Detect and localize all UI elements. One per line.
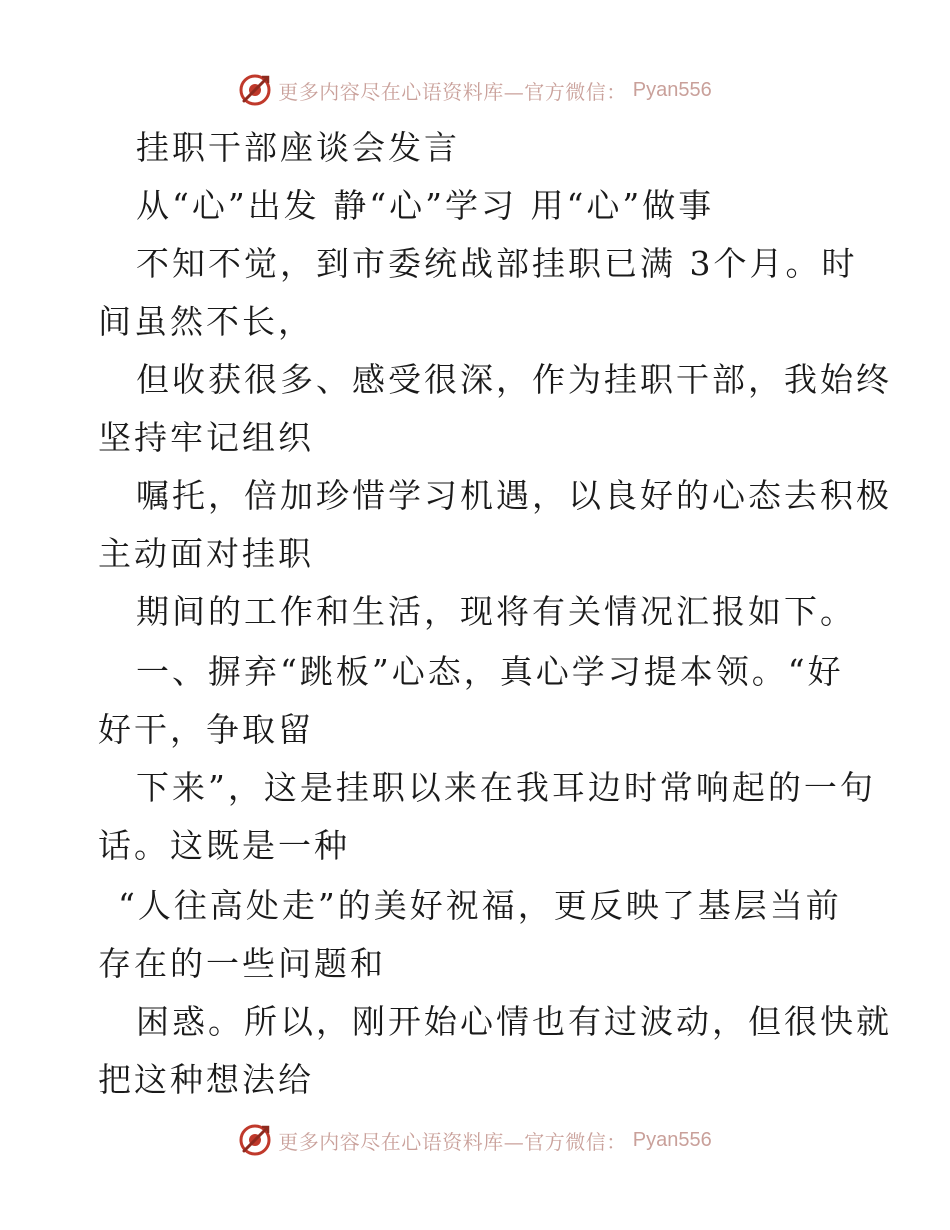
logo-icon [238,73,272,107]
watermark-text: 更多内容尽在心语资料库—官方微信： [278,79,627,104]
header-watermark [0,70,950,110]
watermark-text: 更多内容尽在心语资料库—官方微信： [278,1129,627,1154]
document-subtitle: 从“心”出发 静“心”学习 用“心”做事 [136,186,715,225]
paragraph-line: 坚持牢记组织 [98,418,314,457]
paragraph-line: 话。这既是一种 [98,826,350,865]
paragraph-line: 不知不觉，到市委统战部挂职已满 3个月。时 [136,244,858,283]
document-title: 挂职干部座谈会发言 [136,128,460,167]
paragraph-line: 主动面对挂职 [98,534,314,573]
wechat-id: Pyan556 [632,1128,712,1151]
paragraph-line: 期间的工作和生活，现将有关情况汇报如下。 [136,592,856,631]
paragraph-line: 困惑。所以，刚开始心情也有过波动，但很快就 [136,1002,892,1041]
logo-icon [238,1123,272,1157]
wechat-id: Pyan556 [632,78,712,101]
paragraph-line: 把这种想法给 [98,1060,314,1099]
paragraph-line: “人往高处走”的美好祝福，更反映了基层当前 [118,886,842,925]
paragraph-line: 但收获很多、感受很深，作为挂职干部，我始终 [136,360,892,399]
paragraph-line: 下来”，这是挂职以来在我耳边时常响起的一句 [136,768,876,807]
paragraph-line: 嘱托，倍加珍惜学习机遇，以良好的心态去积极 [136,476,892,515]
paragraph-line: 好干，争取留 [98,710,314,749]
section-heading-line: 一、摒弃“跳板”心态，真心学习提本领。“好 [136,652,844,691]
paragraph-line: 间虽然不长， [98,302,314,341]
paragraph-line: 存在的一些问题和 [98,944,386,983]
footer-watermark [0,1120,950,1160]
